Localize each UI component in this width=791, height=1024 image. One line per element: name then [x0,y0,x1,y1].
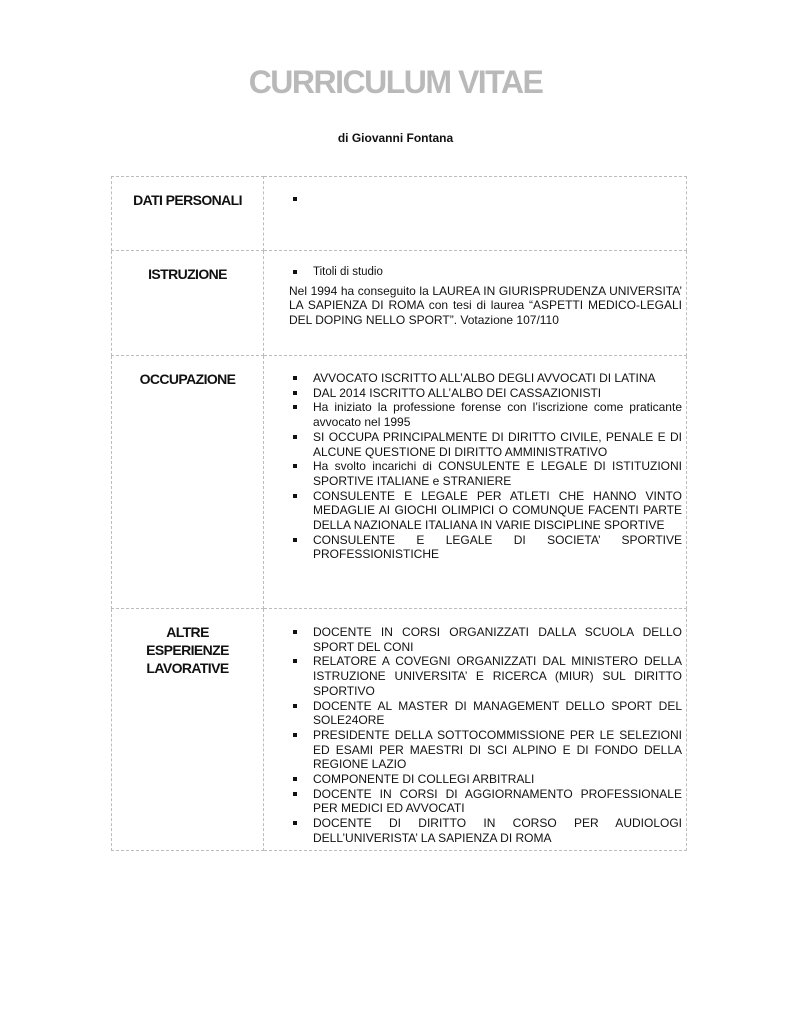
label-line: ESPERIENZE [146,642,229,658]
document-subtitle: di Giovanni Fontana [337,131,454,145]
list-item: COMPONENTE DI COLLEGI ARBITRALI [289,772,682,787]
list-item: Ha svolto incarichi di CONSULENTE E LEGALE DI ISTITUZIONI SPORTIVE ITALIANE e STRANIERE [289,459,682,488]
content-istruzione [264,251,687,356]
list-item: RELATORE A COVEGNI ORGANIZZATI DAL MINISTERO DELLA ISTRUZIONE UNIVERSITA’ E RICERCA (MIUR) SUL DIRITTO SPORTIVO [289,654,682,698]
row-altre-esperienze [112,609,687,851]
row-dati-personali [112,177,687,251]
empty-bullet [289,189,682,203]
list-item: AVVOCATO ISCRITTO ALL’ALBO DEGLI AVVOCATI DI LATINA [289,371,682,386]
content-dati-personali [264,177,687,251]
list-item: DOCENTE IN CORSI ORGANIZZATI DALLA SCUOLA DELLO SPORT DEL CONI [289,625,682,654]
label-line: LAVORATIVE [146,660,229,676]
list-item: DOCENTE IN CORSI DI AGGIORNAMENTO PROFESSIONALE PER MEDICI ED AVVOCATI [289,787,682,816]
list-item: PRESIDENTE DELLA SOTTOCOMMISSIONE PER LE SELEZIONI ED ESAMI PER MAESTRI DI SCI ALPINO E DI FONDO DELLA REGIONE LAZIO [289,728,682,772]
row-occupazione [112,356,687,609]
content-altre-esperienze [264,609,687,851]
document-title: CURRICULUM VITAE [248,64,543,100]
list-item: Titoli di studio [289,265,682,280]
list-item: DOCENTE DI DIRITTO IN CORSO PER AUDIOLOGI DELL’UNIVERISTA’ LA SAPIENZA DI ROMA [289,816,682,845]
list-item: CONSULENTE E LEGALE PER ATLETI CHE HANNO VINTO MEDAGLIE AI GIOCHI OLIMPICI O COMUNQUE FACENTI PARTE DELLA NAZIONALE ITALIANA IN VARIE DISCIPLINE SPORTIVE [289,489,682,533]
label-istruzione: ISTRUZIONE [112,251,264,356]
list-item: CONSULENTE E LEGALE DI SOCIETA’ SPORTIVE PROFESSIONISTICHE [289,533,682,562]
istruzione-paragraph: Nel 1994 ha conseguito la LAUREA IN GIURISPRUDENZA UNIVERSITA’ LA SAPIENZA DI ROMA con tesi di laurea “ASPETTI MEDICO-LEGALI DEL DOPING NELLO SPORT”. Votazione 107/110 [289,283,682,328]
label-dati-personali: DATI PERSONALI [112,177,264,251]
label-altre-esperienze [112,609,264,851]
cv-table [111,176,687,851]
list-item: DOCENTE AL MASTER DI MANAGEMENT DELLO SPORT DEL SOLE24ORE [289,699,682,728]
list-item: DAL 2014 ISCRITTO ALL’ALBO DEI CASSAZIONISTI [289,386,682,401]
label-occupazione: OCCUPAZIONE [112,356,264,609]
row-istruzione [112,251,687,356]
list-item: SI OCCUPA PRINCIPALMENTE DI DIRITTO CIVILE, PENALE E DI ALCUNE QUESTIONE DI DIRITTO AMMINISTRATIVO [289,430,682,459]
content-occupazione [264,356,687,609]
label-line: ALTRE [166,624,209,640]
list-item: Ha iniziato la professione forense con l’iscrizione come praticante avvocato nel 1995 [289,400,682,429]
